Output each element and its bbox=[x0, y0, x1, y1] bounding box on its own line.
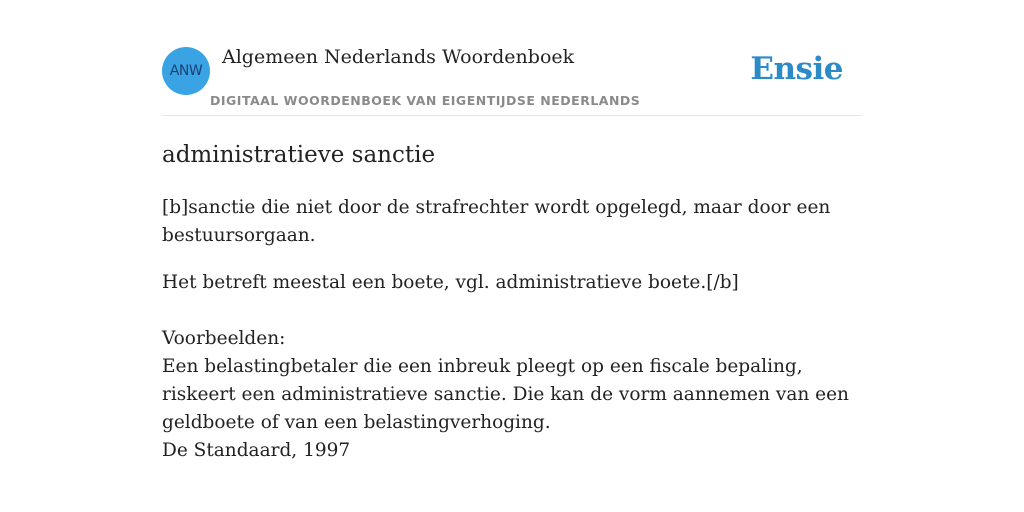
ensie-brand-logo[interactable]: Ensie bbox=[750, 51, 843, 87]
entry-definition: [b]sanctie die niet door de strafrechter wordt opgelegd, maar door een bestuursorgaan. bbox=[162, 197, 831, 246]
entry-term: administratieve sanctie bbox=[162, 142, 436, 168]
page-content bbox=[162, 46, 862, 465]
anw-logo-icon[interactable]: ANW bbox=[162, 47, 210, 95]
example-text: Een belastingbetaler die een inbreuk pleegt op een fiscale bepaling, riskeert een administratieve sanctie. Die kan de vorm aannemen van een geldboete of van een belastingverhoging. bbox=[162, 356, 849, 433]
examples-block bbox=[162, 325, 862, 465]
example-source: De Standaard, 1997 bbox=[162, 440, 351, 461]
examples-label: Voorbeelden: bbox=[162, 328, 286, 349]
entry-definition-note: Het betreft meestal een boete, vgl. administratieve boete.[/b] bbox=[162, 272, 739, 293]
dictionary-subtitle: DIGITAAL WOORDENBOEK VAN EIGENTIJDSE NEDERLANDS bbox=[210, 93, 641, 108]
site-header bbox=[162, 46, 862, 116]
dictionary-title[interactable]: Algemeen Nederlands Woordenboek bbox=[222, 46, 575, 68]
